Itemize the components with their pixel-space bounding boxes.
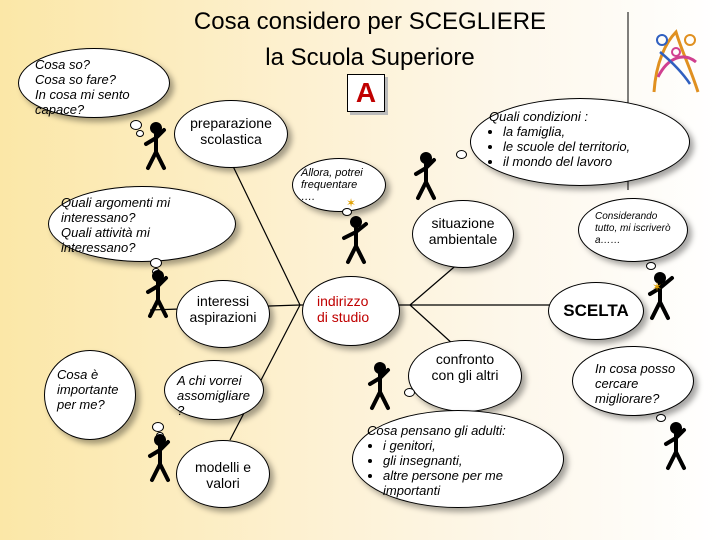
title-line-2: la Scuola Superiore [265, 44, 475, 71]
thought-dot [150, 258, 162, 268]
conditions-heading: Quali condizioni : [489, 109, 588, 124]
thinking-person-icon [144, 432, 176, 484]
family-logo-icon [646, 22, 706, 98]
idea-person-icon [338, 212, 374, 266]
thought-cloud-admire [164, 360, 264, 420]
thinking-person-icon [410, 150, 442, 202]
lightbulb-icon: ✶ [346, 196, 357, 210]
thought-line: Allora, potrei [301, 167, 363, 179]
node-preparation [174, 100, 288, 168]
adult-item: • i genitori, [383, 438, 563, 453]
thought-line: per me? [57, 397, 105, 412]
section-badge: A [347, 74, 385, 112]
adult-item: • gli insegnanti, [383, 453, 563, 468]
node-label: preparazione [190, 115, 272, 131]
node-label: con gli altri [431, 367, 499, 383]
node-label: di studio [317, 309, 370, 325]
thought-line: capace? [35, 102, 85, 117]
thought-line: In cosa mi sento [35, 87, 130, 102]
node-comparison [408, 340, 522, 412]
thought-line: Cosa so? [35, 57, 90, 72]
thought-cloud-values [44, 350, 136, 440]
thought-cloud-conditions [470, 98, 690, 186]
thought-line: ? [177, 403, 185, 418]
node-choice: SCELTA [548, 282, 644, 340]
node-label: interessi [196, 293, 250, 309]
thought-line: migliorare? [595, 391, 660, 406]
node-environment [412, 200, 514, 268]
thought-line: interessano? [61, 210, 136, 225]
thought-line: assomigliare [177, 388, 250, 403]
node-label: situazione [431, 215, 495, 231]
thought-line: Cosa è [57, 367, 99, 382]
title-line-1: Cosa considero per SCEGLIERE [193, 8, 547, 35]
thought-line: A chi vorrei [177, 373, 242, 388]
thought-line: interessano? [61, 240, 136, 255]
page-title [160, 4, 580, 76]
thought-dot [404, 388, 415, 397]
condition-item: • la famiglia, [503, 124, 630, 139]
condition-item: • il mondo del lavoro [503, 154, 630, 169]
thought-line: Considerando [595, 211, 658, 222]
thought-line: In cosa posso [595, 361, 676, 376]
thought-cloud-interests [48, 186, 236, 262]
thought-dot [152, 422, 164, 432]
node-label: scolastica [200, 131, 262, 147]
thought-line: Cosa so fare? [35, 72, 116, 87]
thinking-person-icon [140, 120, 172, 172]
thought-line: frequentare [301, 179, 358, 191]
thought-line: importante [57, 382, 119, 397]
thought-dot [456, 150, 467, 159]
node-label: modelli e [194, 459, 252, 475]
thought-cloud-adults [352, 410, 564, 508]
thinking-person-icon [142, 268, 174, 320]
thinking-person-icon [364, 360, 396, 412]
condition-item: • le scuole del territorio, [503, 139, 630, 154]
node-label: confronto [435, 351, 495, 367]
node-label: indirizzo [317, 293, 369, 309]
thought-line: …. [301, 191, 316, 203]
node-interests [176, 280, 270, 348]
thought-cloud-could-attend [292, 158, 386, 212]
node-models [176, 440, 270, 508]
thought-line: Quali argomenti mi [61, 195, 171, 210]
line-environment [410, 262, 460, 305]
node-label: ambientale [428, 231, 498, 247]
thought-cloud-self [18, 48, 170, 118]
node-study-direction [302, 276, 400, 346]
thought-cloud-considering [578, 198, 688, 262]
thinking-person-icon [660, 420, 692, 472]
lightbulb-icon: ✶ [652, 280, 663, 294]
idea-person-icon [644, 268, 678, 322]
node-label: valori [206, 475, 240, 491]
adult-item: • altre persone per me importanti [383, 468, 563, 498]
node-label: aspirazioni [189, 309, 257, 325]
thought-cloud-improve [572, 346, 694, 416]
thought-line: Quali attività mi [61, 225, 150, 240]
thought-line: a…… [595, 235, 621, 246]
thought-line: cercare [595, 376, 639, 391]
adults-heading: Cosa pensano gli adulti: [367, 423, 506, 438]
thought-line: tutto, mi iscriverò [595, 223, 671, 234]
